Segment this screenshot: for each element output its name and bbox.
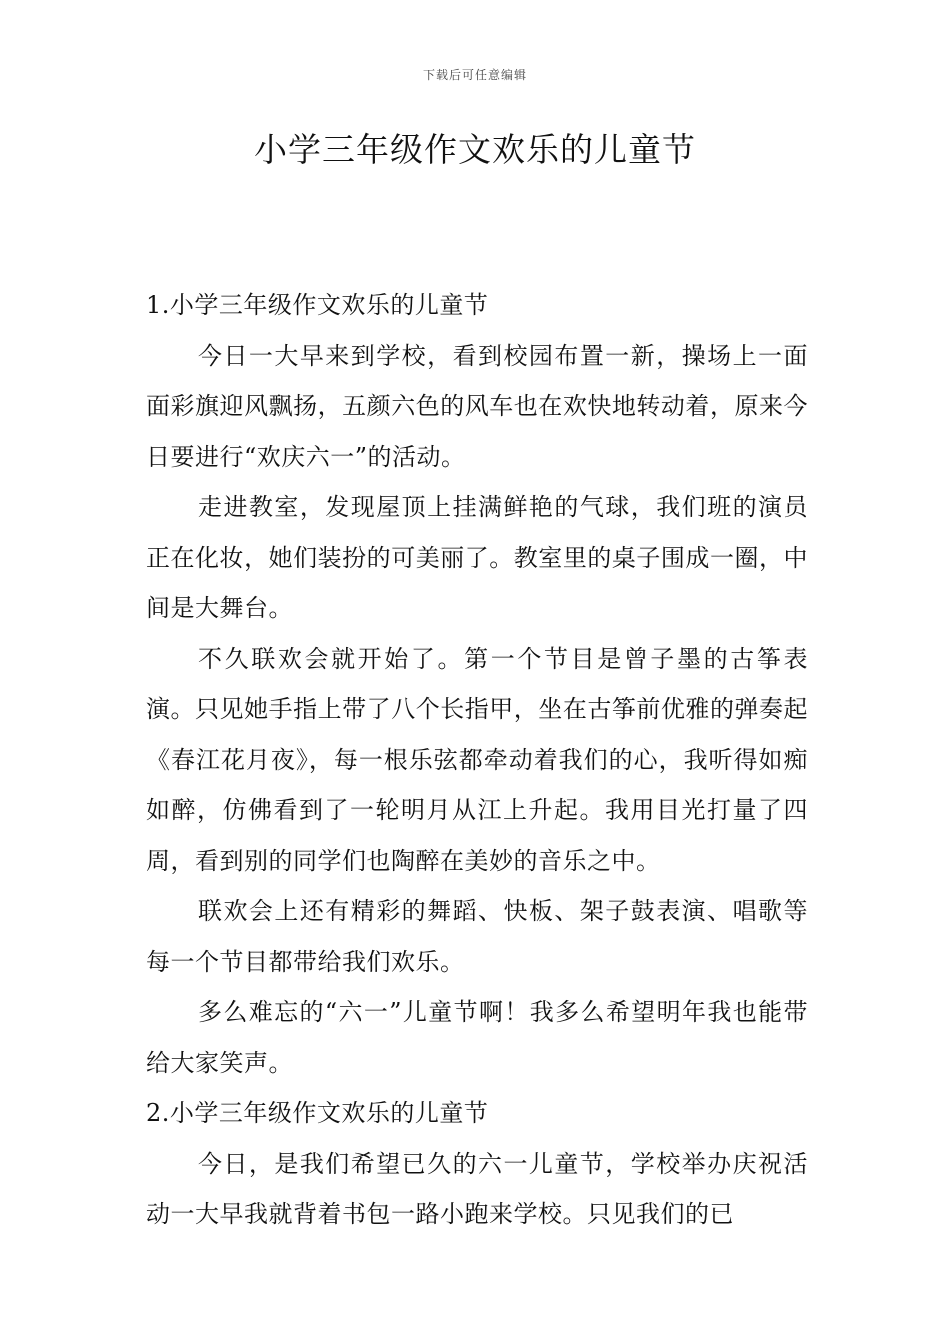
paragraph: 不久联欢会就开始了。第一个节目是曾子墨的古筝表演。只见她手指上带了八个长指甲，坐在古筝前优雅的弹奏起《春江花月夜》，每一根乐弦都牵动着我们的心，我听得如痴如醉，仿佛看到了一轮明月从江上升起。我用目光打量了四周，看到别的同学们也陶醉在美妙的音乐之中。 xyxy=(146,644,808,875)
paragraph: 联欢会上还有精彩的舞蹈、快板、架子鼓表演、唱歌等每一个节目都带给我们欢乐。 xyxy=(146,897,808,976)
paragraph: 今日，是我们希望已久的六一儿童节，学校举办庆祝活动一大早我就背着书包一路小跑来学校。只见我们的已 xyxy=(146,1149,808,1228)
paragraph: 今日一大早来到学校，看到校园布置一新，操场上一面面彩旗迎风飘扬，五颜六色的风车也在欢快地转动着，原来今日要进行“欢庆六一”的活动。 xyxy=(146,341,808,471)
paragraph: 走进教室，发现屋顶上挂满鲜艳的气球，我们班的演员正在化妆，她们装扮的可美丽了。教室里的桌子围成一圈，中间是大舞台。 xyxy=(146,493,808,622)
section-heading: 2.小学三年级作文欢乐的儿童节 xyxy=(146,1099,489,1127)
section-heading: 1.小学三年级作文欢乐的儿童节 xyxy=(146,291,489,319)
header-note: 下载后可任意编辑 xyxy=(422,68,527,82)
paragraph: 多么难忘的“六一”儿童节啊！我多么希望明年我也能带给大家笑声。 xyxy=(146,998,808,1077)
document-body xyxy=(146,280,808,1240)
document-title: 小学三年级作文欢乐的儿童节 xyxy=(254,130,696,169)
